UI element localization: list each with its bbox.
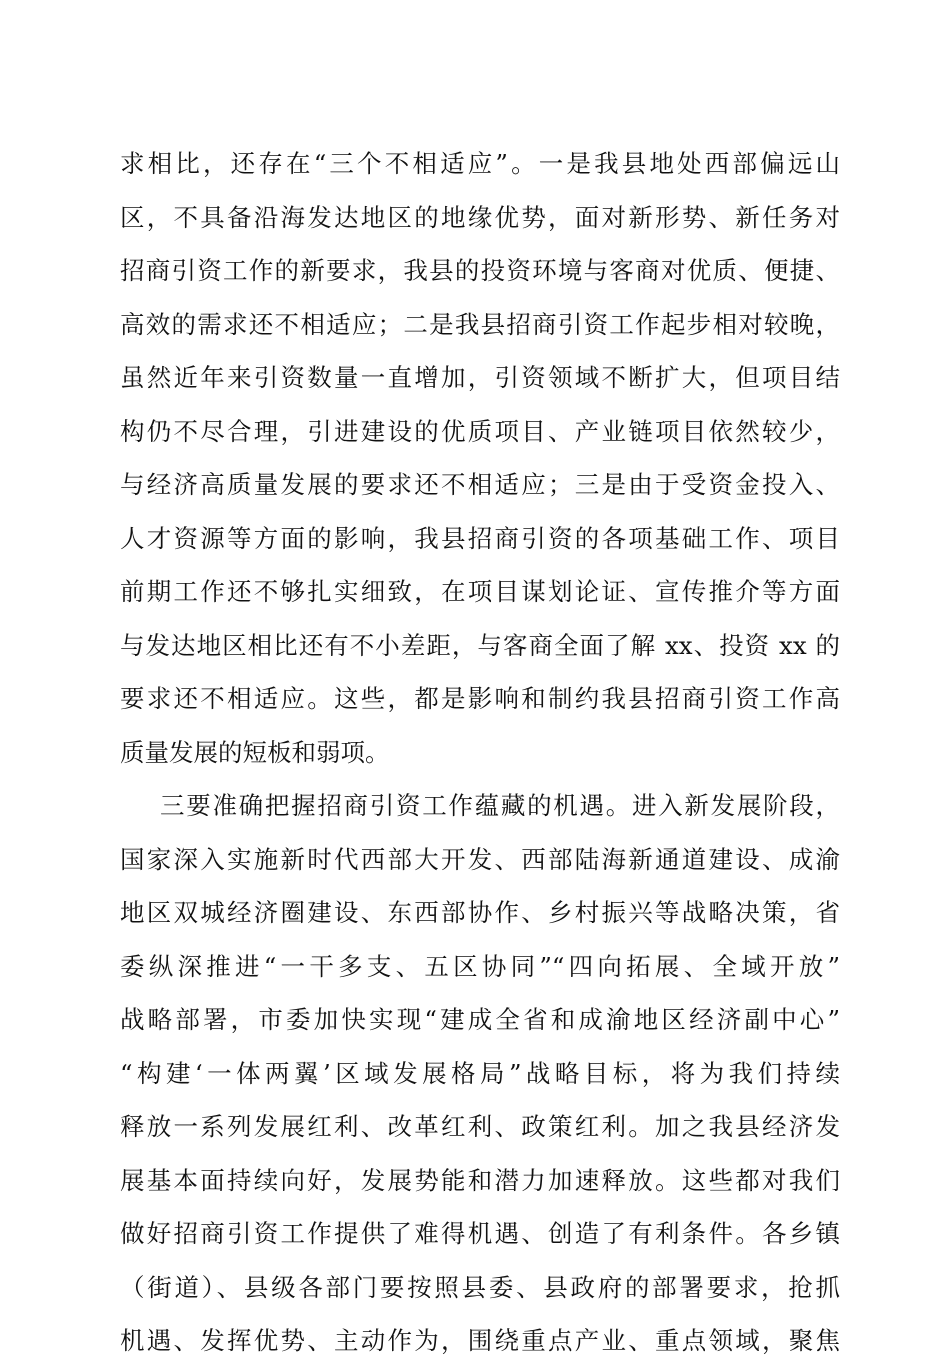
- text-line: 国家深入实施新时代西部大开发、西部陆海新通道建设、成渝: [120, 844, 840, 874]
- text-line: 展基本面持续向好，发展势能和潜力加速释放。这些都对我们: [120, 1165, 840, 1195]
- text-line: 战略部署，市委加快实现“建成全省和成渝地区经济副中心”: [120, 1005, 840, 1034]
- text-line: 招商引资工作的新要求，我县的投资环境与客商对优质、便捷、: [120, 256, 840, 285]
- text-line: 求相比，还存在“三个不相适应”。一是我县地处西部偏远山: [120, 149, 840, 178]
- text-line: 释放一系列发展红利、改革红利、政策红利。加之我县经济发: [120, 1112, 840, 1141]
- text-line: “构建‘一体两翼’区域发展格局”战略目标，将为我们持续: [120, 1058, 840, 1088]
- text-line: 前期工作还不够扎实细致，在项目谋划论证、宣传推介等方面: [120, 577, 840, 606]
- text-line: 与发达地区相比还有不小差距，与客商全面了解 xx、投资 xx 的: [120, 630, 840, 660]
- text-line: 地区双城经济圈建设、东西部协作、乡村振兴等战略决策，省: [120, 898, 840, 927]
- text-line: 机遇、发挥优势、主动作为，围绕重点产业、重点领域，聚焦: [120, 1326, 840, 1355]
- paragraph-1: [120, 137, 840, 779]
- text-line: 区，不具备沿海发达地区的地缘优势，面对新形势、新任务对: [120, 202, 840, 232]
- text-line: 人才资源等方面的影响，我县招商引资的各项基础工作、项目: [120, 523, 840, 553]
- body-text: [120, 137, 840, 1368]
- text-line: 与经济高质量发展的要求还不相适应；三是由于受资金投入、: [120, 470, 840, 499]
- text-line: 构仍不尽合理，引进建设的优质项目、产业链项目依然较少，: [120, 416, 840, 446]
- paragraph-2: [120, 779, 840, 1368]
- text-line: 委纵深推进“一干多支、五区协同”“四向拓展、全域开放”: [120, 951, 840, 981]
- text-line: 做好招商引资工作提供了难得机遇、创造了有利条件。各乡镇: [120, 1219, 840, 1248]
- text-line: 质量发展的短板和弱项。: [120, 737, 390, 767]
- text-line: 要求还不相适应。这些，都是影响和制约我县招商引资工作高: [120, 684, 840, 713]
- text-line: （街道）、县级各部门要按照县委、县政府的部署要求，抢抓: [120, 1272, 840, 1302]
- text-line: 高效的需求还不相适应；二是我县招商引资工作起步相对较晚，: [120, 309, 840, 339]
- text-line: 三要准确把握招商引资工作蕴藏的机遇。进入新发展阶段，: [160, 791, 840, 820]
- text-line: 虽然近年来引资数量一直增加，引资领域不断扩大，但项目结: [120, 363, 840, 392]
